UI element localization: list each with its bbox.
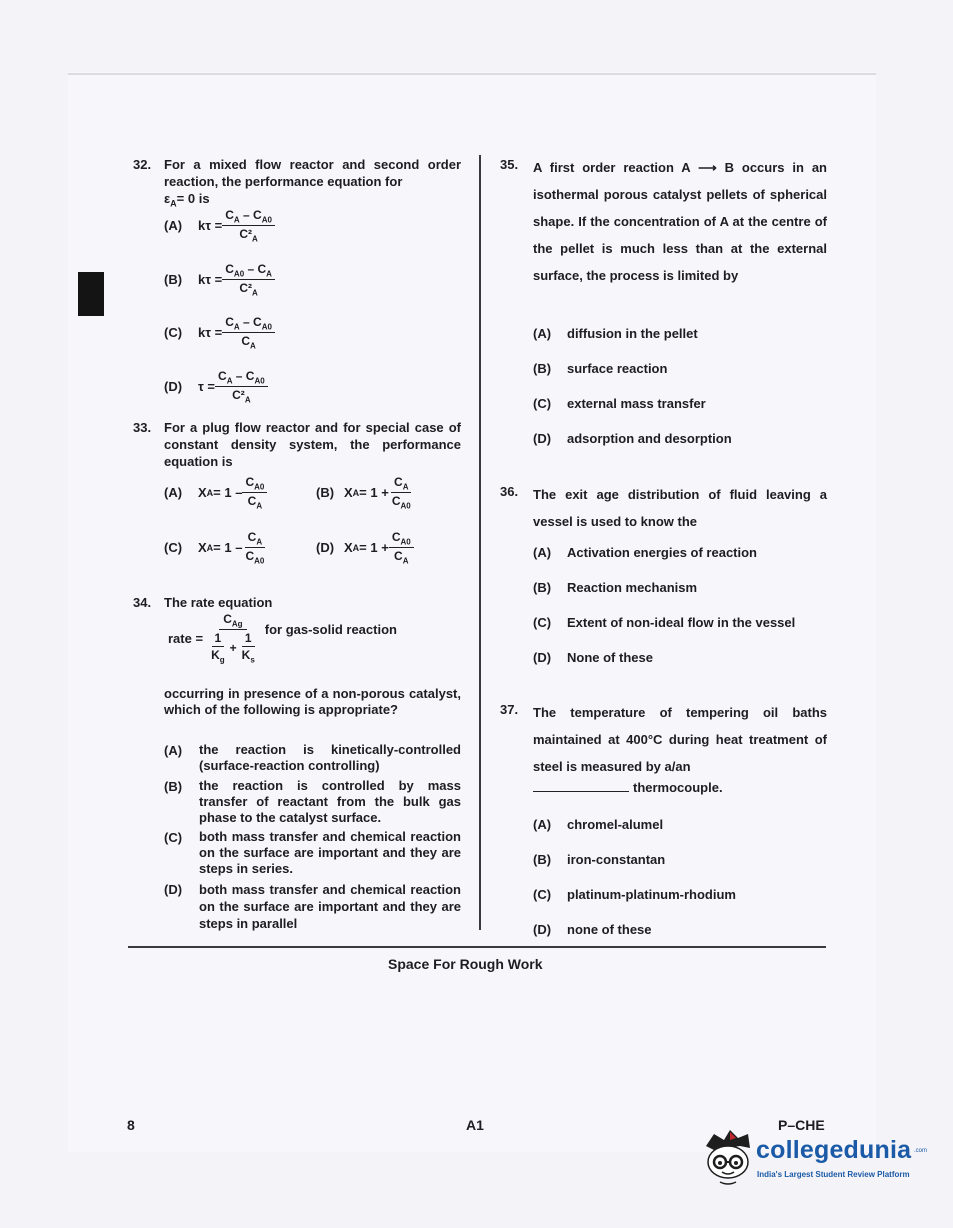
q34-stem-2: occurring in presence of a non-porous catalyst, which of the following is appropriate? [164, 686, 461, 717]
q35-option-a[interactable]: (A) diffusion in the pellet [533, 326, 698, 341]
q34-stem: The rate equation [164, 595, 273, 610]
q34-option-a[interactable]: the reaction is kinetically-controlled (surface-reaction controlling) [199, 742, 461, 773]
q35-option-c[interactable]: (C) external mass transfer [533, 396, 706, 411]
q34-option-d-label[interactable]: (D) [164, 882, 183, 897]
logo-tagline: India's Largest Student Review Platform [757, 1170, 910, 1179]
mascot-icon [700, 1124, 758, 1188]
q34-option-c-label[interactable]: (C) [164, 830, 183, 845]
rough-work-heading: Space For Rough Work [388, 956, 543, 972]
q33-option-b[interactable]: (B) X A = 1 + $\frac{C_A}{C_{A0}}$ [316, 475, 411, 511]
logo-wordmark: collegedunia [756, 1136, 912, 1164]
q36-option-a[interactable]: (A) Activation energies of reaction [533, 545, 757, 560]
q35-stem: A first order reaction A ⟶ B occurs in an isothermal porous catalyst pellets of spherical shape. If the concentration of A at the centre of the pellet is much less than at the external surface, the process is limited by [533, 160, 827, 283]
q33-option-c[interactable]: (C) X A = 1 – $\frac{C_A}{C_{A0}}$ [164, 530, 265, 566]
q34-option-b[interactable]: the reaction is controlled by mass transfer of reactant from the bulk gas phase to the catalyst surface. [199, 778, 461, 825]
q35-number: 35. [500, 157, 519, 172]
column-divider [479, 155, 481, 930]
q33-option-a[interactable]: (A) X A = 1 – $\frac{C_{A0}}{C_A}$ [164, 475, 267, 511]
q32-option-c[interactable]: (C) kτ = $\frac{C_A - C_{A0}}{C_A}$ [164, 315, 275, 351]
q37-number: 37. [500, 702, 519, 717]
q32-option-d[interactable]: (D) τ = $\frac{C_A - C_{A0}}{C^2_A}$ [164, 369, 268, 405]
bottom-rule [128, 946, 826, 948]
q33-stem: For a plug flow reactor and for special case of constant density system, the performance equation is [164, 420, 461, 469]
q37-option-c[interactable]: (C) platinum-platinum-rhodium [533, 887, 736, 902]
q37-stem: The temperature of tempering oil baths maintained at 400°C during heat treatment of steel is measured by a/an [533, 705, 827, 774]
q32-condition: $\varepsilon_A= 0$ is [164, 191, 210, 209]
q37-option-d[interactable]: (D) none of these [533, 922, 652, 937]
answer-blank [533, 791, 629, 792]
q36-option-d[interactable]: (D) None of these [533, 650, 653, 665]
q36-stem: The exit age distribution of fluid leaving a vessel is used to know the [533, 487, 827, 529]
q36-option-b[interactable]: (B) Reaction mechanism [533, 580, 698, 595]
q35-option-d[interactable]: (D) adsorption and desorption [533, 431, 732, 446]
booklet-code: A1 [466, 1117, 484, 1133]
top-edge-line [68, 73, 876, 75]
page-number: 8 [127, 1117, 135, 1133]
q32-stem: For a mixed flow reactor and second order reaction, the performance equation for [164, 157, 461, 189]
q35-option-b[interactable]: (B) surface reaction [533, 361, 668, 376]
q33-option-d[interactable]: (D) X A = 1 + $\frac{C_{A0}}{C_A}$ [316, 530, 414, 566]
q32-number: 32. [133, 157, 152, 172]
logo-domain: .com [914, 1148, 928, 1154]
q37-option-a[interactable]: (A) chromel-alumel [533, 817, 664, 832]
black-margin-tab [78, 272, 104, 316]
q37-option-b[interactable]: (B) iron-constantan [533, 852, 666, 867]
q34-rate-equation: rate = $C_{Ag}$ $\frac{1}{K_g}$ + $\frac{1}{K_s}$ for gas-solid reaction [168, 612, 397, 665]
paper-code: P–CHE [778, 1117, 825, 1133]
q37-stem-blank: thermocouple. [533, 779, 723, 796]
q34-option-d[interactable]: both mass transfer and chemical reaction on the surface are important and they are steps in parallel [199, 882, 461, 931]
q34-number: 34. [133, 595, 152, 610]
q36-option-c[interactable]: (C) Extent of non-ideal flow in the vessel [533, 615, 796, 630]
q32-option-b[interactable]: (B) kτ = $\frac{C_{A0} - C_A}{C^2_A}$ [164, 262, 275, 298]
q36-number: 36. [500, 484, 519, 499]
q34-option-c[interactable]: both mass transfer and chemical reaction on the surface are important and they are steps in series. [199, 829, 461, 876]
reaction-arrow-icon: ⟶ [698, 160, 717, 175]
q33-number: 33. [133, 420, 152, 435]
q32-option-a[interactable]: (A) kτ = $\frac{C_A - C_{A0}}{C^2_A}$ [164, 208, 275, 244]
collegedunia-logo[interactable] [700, 1122, 930, 1192]
q34-option-a-label[interactable]: (A) [164, 743, 183, 758]
q34-option-b-label[interactable]: (B) [164, 779, 183, 794]
